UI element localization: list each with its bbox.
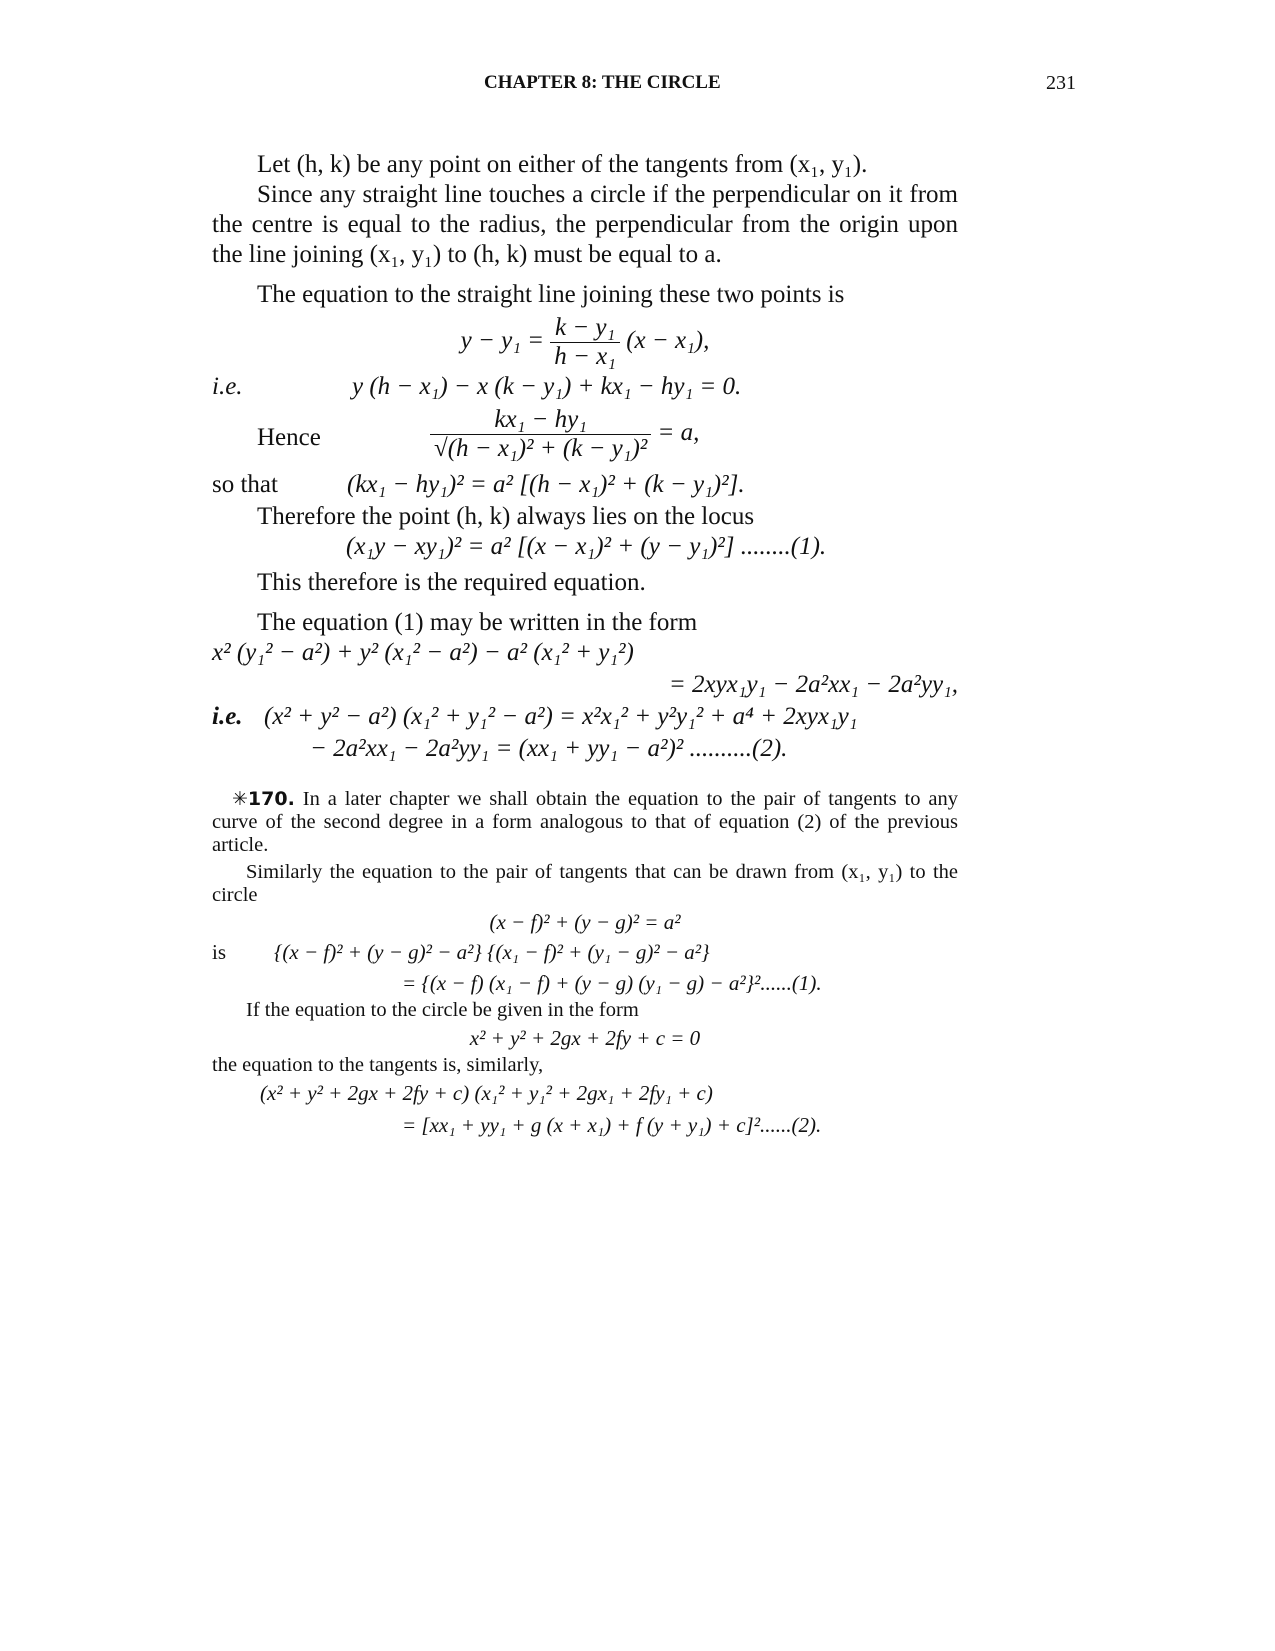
- equation-line-joining: [212, 310, 958, 372]
- eq5-body: (x₁y − xy₁)² = a² [(x − x₁)² + (y − y₁)²] ........(1).: [346, 533, 827, 560]
- eq1-numerator: k − y₁: [550, 314, 620, 343]
- equation-locus-1: [212, 532, 958, 568]
- equation-squared: [212, 470, 958, 502]
- eq9b-body: = {(x − f) (x₁ − f) + (y − g) (y₁ − g) − a²}²......(1).: [402, 971, 822, 995]
- article-170-text: In a later chapter we shall obtain the equation to the pair of tangents to any curve of the second degree in a form analogous to that of equation (2) of the previous article.: [212, 788, 959, 856]
- equation-7b: [212, 734, 958, 770]
- page-number: 231: [1046, 72, 1076, 94]
- article-number: ✳170.: [232, 788, 295, 810]
- ie-label-2: i.e.: [212, 703, 243, 730]
- is-label: is: [212, 940, 227, 964]
- eq1-lhs: y − y₁ =: [460, 327, 545, 354]
- hence-label: Hence: [257, 424, 321, 451]
- eq10-body: x² + y² + 2gx + 2fy + c = 0: [469, 1026, 701, 1050]
- equation-11a: [212, 1077, 958, 1109]
- paragraph-tangents-similarly: the equation to the tangents is, similarly,: [212, 1054, 544, 1076]
- equation-general-circle: [212, 1022, 958, 1054]
- eq1-denominator: h − x₁: [554, 342, 616, 370]
- equation-6b: [212, 670, 958, 702]
- equation-9a: [212, 937, 958, 967]
- paragraph-written-form: The equation (1) may be written in the form: [257, 609, 698, 636]
- eq3-numerator: kx₁ − hy₁: [430, 406, 651, 435]
- paragraph-point-on-tangent: Let (h, k) be any point on either of the tangents from (x₁, y₁).: [257, 151, 868, 178]
- eq3-rhs: = a,: [657, 419, 700, 447]
- equation-7a: [212, 702, 958, 734]
- equation-distance-equals-radius: [212, 406, 958, 470]
- equation-circle-fg: [212, 907, 958, 937]
- eq9a-body: {(x − f)² + (y − g)² − a²} {(x₁ − f)² + (y₁ − g)² − a²}: [274, 940, 710, 964]
- ie-label: i.e.: [212, 373, 243, 400]
- paragraph-general-form: If the equation to the circle be given in the form: [246, 999, 639, 1021]
- eq3-fraction: [430, 406, 651, 463]
- eq8-body: (x − f)² + (y − g)² = a²: [489, 910, 681, 934]
- paragraph-similarly: Similarly the equation to the pair of tangents that can be drawn from (x₁, y₁) to the circle: [212, 861, 958, 906]
- equation-11b: [212, 1109, 958, 1141]
- equation-6a: [212, 638, 958, 670]
- paragraph-article-170: [212, 788, 958, 857]
- so-that-label: so that: [212, 471, 278, 498]
- eq7a-body: (x² + y² − a²) (x₁² + y₁² − a²) = x²x₁² + y²y₁² + a⁴ + 2xyx₁y₁: [264, 703, 858, 730]
- eq7b-body: − 2a²xx₁ − 2a²yy₁ = (xx₁ + yy₁ − a²)² ..........(2).: [310, 735, 788, 762]
- paragraph-required: This therefore is the required equation.: [257, 569, 646, 596]
- eq11a-body: (x² + y² + 2gx + 2fy + c) (x₁² + y₁² + 2gx₁ + 2fy₁ + c): [260, 1081, 713, 1105]
- paragraph-line-equation-intro: The equation to the straight line joining these two points is: [257, 281, 845, 308]
- eq2-body: y (h − x₁) − x (k − y₁) + kx₁ − hy₁ = 0.: [352, 373, 742, 400]
- paragraph-locus: Therefore the point (h, k) always lies on the locus: [257, 503, 755, 530]
- page-body: [212, 150, 958, 1141]
- equation-9b: [212, 967, 958, 999]
- eq3-denominator: √(h − x₁)² + (k − y₁)²: [434, 435, 648, 462]
- equation-expanded-line: [212, 372, 958, 406]
- paragraph-perpendicular: Since any straight line touches a circle if the perpendicular on it from the centre is equal to the radius, the perpendicular from the origin upon the line joining (x₁, y₁) to (h, k) must be equal to a.: [212, 181, 958, 268]
- eq6a-body: x² (y₁² − a²) + y² (x₁² − a²) − a² (x₁² + y₁²): [212, 639, 634, 666]
- eq1-fraction: [550, 314, 620, 371]
- eq11b-body: = [xx₁ + yy₁ + g (x + x₁) + f (y + y₁) + c]²......(2).: [402, 1113, 822, 1137]
- page-header: [0, 72, 1275, 96]
- eq6b-body: = 2xyx₁y₁ − 2a²xx₁ − 2a²yy₁,: [668, 671, 958, 698]
- eq1-rhs: (x − x₁),: [626, 327, 710, 354]
- chapter-title: CHAPTER 8: THE CIRCLE: [484, 72, 721, 93]
- eq4-body: (kx₁ − hy₁)² = a² [(h − x₁)² + (k − y₁)²].: [347, 471, 745, 498]
